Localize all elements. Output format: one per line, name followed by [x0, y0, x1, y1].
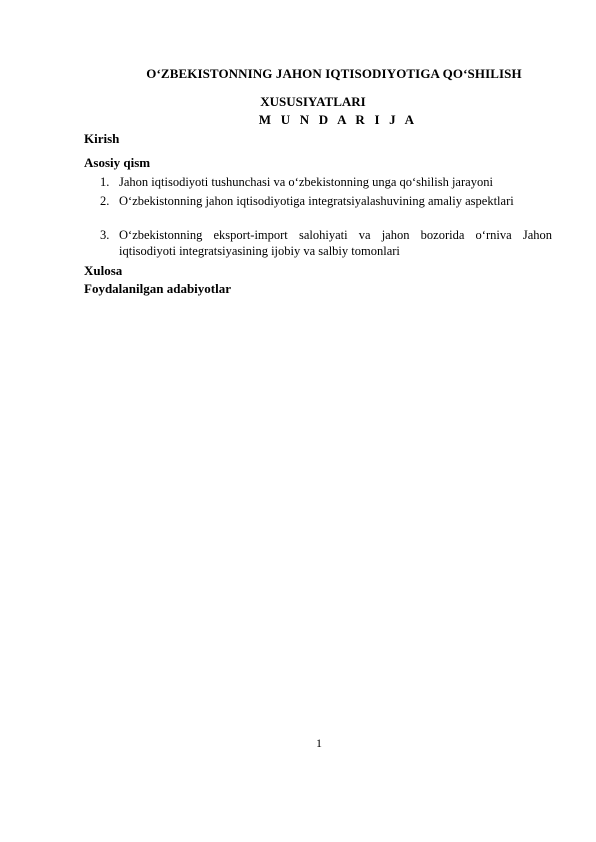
toc-item-number: 3. [100, 228, 110, 242]
document-title-line-2 [0, 94, 596, 110]
page-number-text: 1 [316, 736, 322, 750]
toc-section-conclusion: Xulosa [84, 263, 123, 278]
toc-item-text: O‘zbekistonning eksport-import salohiyati va jahon bozorida o‘rniva Jahon iqtisodiyoti integratsiyasining ijobiy va salbiy tomonlari [119, 228, 552, 258]
toc-item-number: 2. [100, 194, 110, 208]
toc-item-text: Jahon iqtisodiyoti tushunchasi va o‘zbekistonning unga qo‘shilish jarayoni [119, 175, 493, 189]
toc-item-1 [100, 175, 552, 191]
title-line-2-text: XUSUSIYATLARI [260, 94, 366, 109]
toc-section-intro: Kirish [84, 131, 120, 146]
toc-heading [0, 112, 596, 128]
toc-heading-text: M U N D A R I J A [258, 112, 418, 127]
toc-section-main: Asosiy qism [84, 155, 151, 170]
toc-item-text: O‘zbekistonning jahon iqtisodiyotiga integratsiyalashuvining amaliy aspektlari [119, 194, 514, 208]
toc-section-references: Foydalanilgan adabiyotlar [84, 281, 231, 296]
toc-item-3 [100, 228, 552, 260]
title-line-1-text: O‘ZBEKISTONNING JAHON IQTISODIYOTIGA QO‘SHILISH [146, 66, 522, 81]
document-title-line-1 [0, 66, 596, 82]
toc-item-2 [100, 194, 552, 226]
toc-item-number: 1. [100, 175, 110, 189]
page-number [0, 736, 596, 751]
